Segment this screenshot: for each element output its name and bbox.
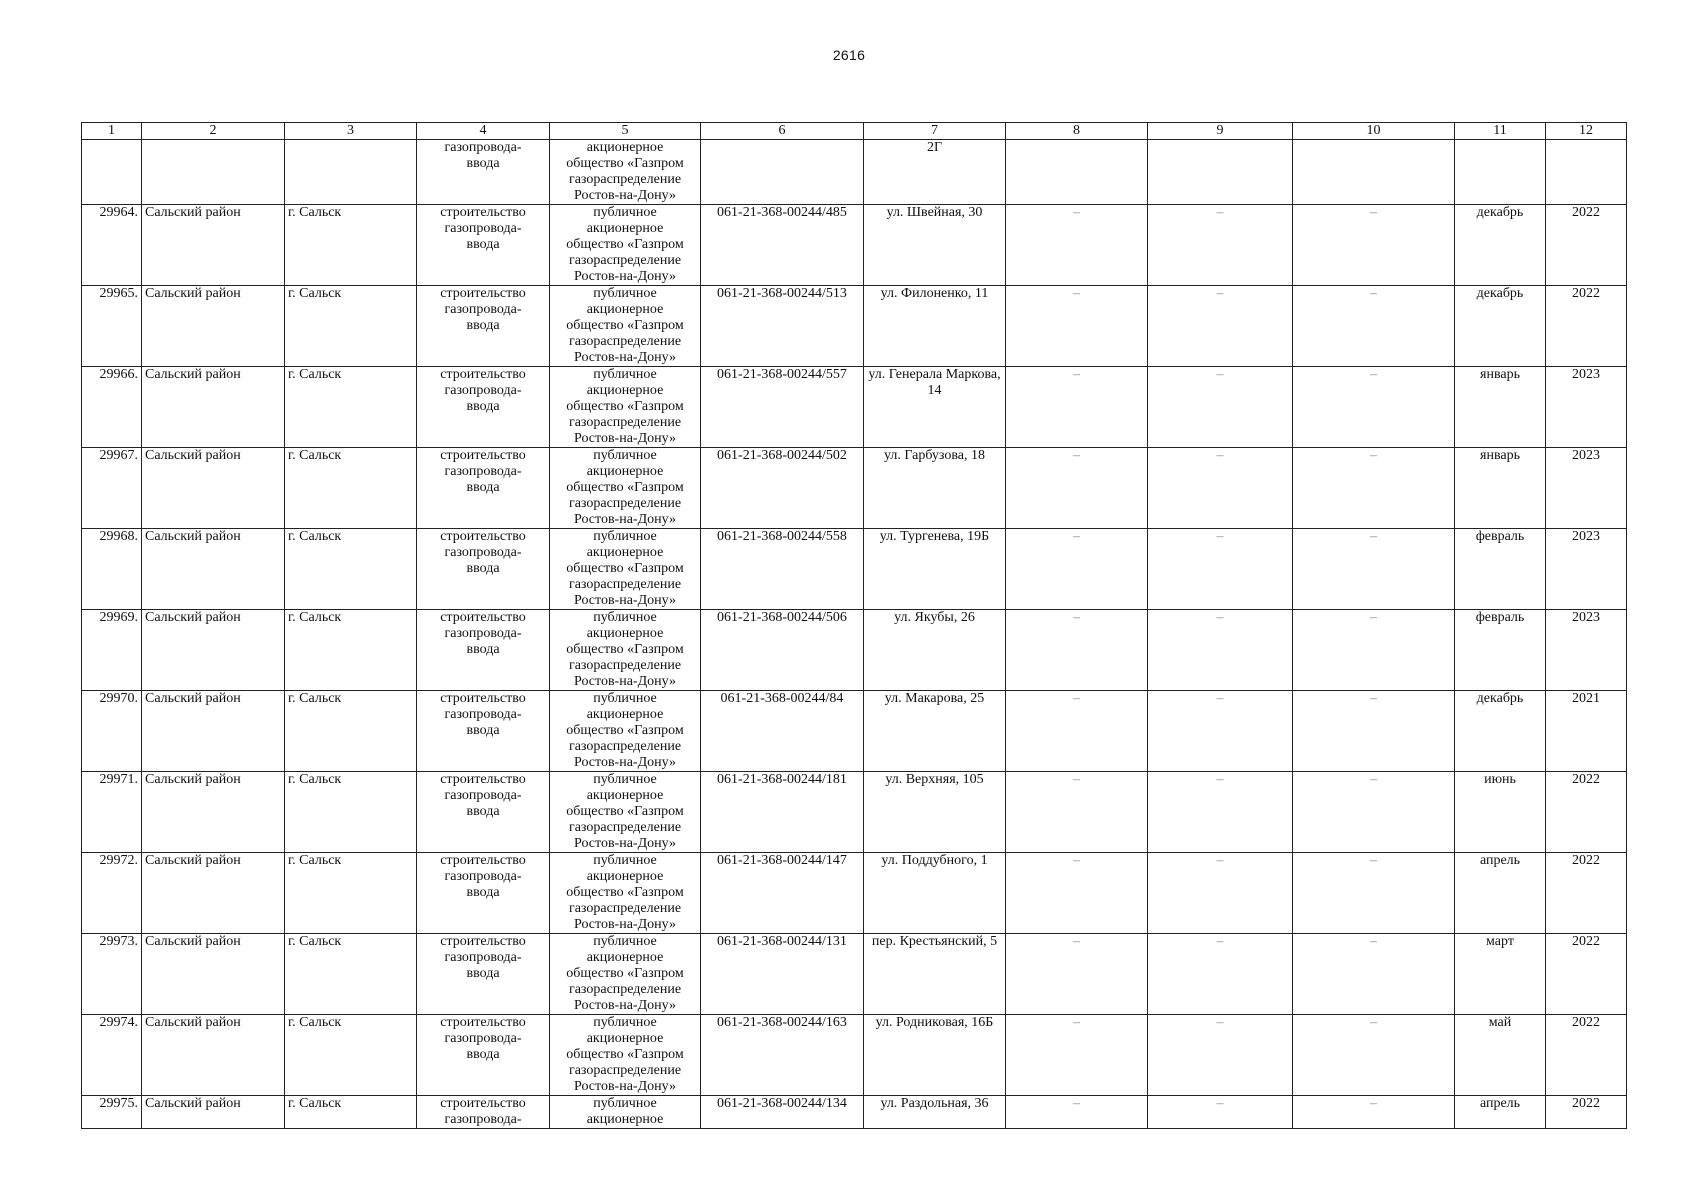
cell-settlement: г. Сальск [285, 529, 417, 610]
cell-district: Сальский район [142, 529, 285, 610]
continuation-row [82, 140, 1627, 205]
cell-num: 29968. [82, 529, 142, 610]
cell-num: 29967. [82, 448, 142, 529]
cell-col9: – [1148, 1096, 1293, 1129]
cell-month: январь [1455, 448, 1546, 529]
cell-code: 061-21-368-00244/181 [701, 772, 864, 853]
registry-table [81, 122, 1627, 1129]
cell-address: ул. Тургенева, 19Б [864, 529, 1006, 610]
cell-col9 [1148, 140, 1293, 205]
cell-settlement: г. Сальск [285, 772, 417, 853]
cell-col10: – [1293, 772, 1455, 853]
cell-col10: – [1293, 1096, 1455, 1129]
cell-code: 061-21-368-00244/558 [701, 529, 864, 610]
cell-col9: – [1148, 934, 1293, 1015]
table-row [82, 1015, 1627, 1096]
cell-code [701, 140, 864, 205]
cell-organization: публичное акционерное общество «Газпром газораспределение Ростов-на-Дону» [550, 286, 701, 367]
column-number-header: 1 [82, 123, 142, 140]
cell-num: 29970. [82, 691, 142, 772]
table-row [82, 853, 1627, 934]
cell-year: 2022 [1546, 853, 1627, 934]
cell-year: 2021 [1546, 691, 1627, 772]
cell-col10: – [1293, 205, 1455, 286]
cell-settlement: г. Сальск [285, 367, 417, 448]
cell-col8: – [1006, 853, 1148, 934]
cell-code: 061-21-368-00244/131 [701, 934, 864, 1015]
cell-year: 2023 [1546, 610, 1627, 691]
cell-num [82, 140, 142, 205]
cell-district: Сальский район [142, 1015, 285, 1096]
cell-year: 2022 [1546, 1015, 1627, 1096]
cell-col10: – [1293, 367, 1455, 448]
cell-num: 29971. [82, 772, 142, 853]
cell-activity: строительство газопровода- ввода [417, 610, 550, 691]
cell-activity: строительство газопровода- ввода [417, 691, 550, 772]
cell-col8: – [1006, 448, 1148, 529]
cell-organization: публичное акционерное общество «Газпром газораспределение Ростов-на-Дону» [550, 772, 701, 853]
cell-address: ул. Якубы, 26 [864, 610, 1006, 691]
cell-settlement: г. Сальск [285, 691, 417, 772]
cell-code: 061-21-368-00244/557 [701, 367, 864, 448]
cell-address: ул. Гарбузова, 18 [864, 448, 1006, 529]
cell-organization: публичное акционерное общество «Газпром газораспределение Ростов-на-Дону» [550, 529, 701, 610]
cell-num: 29966. [82, 367, 142, 448]
cell-district: Сальский район [142, 853, 285, 934]
cell-code: 061-21-368-00244/134 [701, 1096, 864, 1129]
cell-num: 29973. [82, 934, 142, 1015]
cell-year: 2023 [1546, 529, 1627, 610]
cell-col9: – [1148, 529, 1293, 610]
cell-month: январь [1455, 367, 1546, 448]
column-number-header: 7 [864, 123, 1006, 140]
cell-organization: акционерное общество «Газпром газораспределение Ростов-на-Дону» [550, 140, 701, 205]
cell-year: 2022 [1546, 286, 1627, 367]
cell-code: 061-21-368-00244/502 [701, 448, 864, 529]
column-number-header: 4 [417, 123, 550, 140]
column-number-header: 2 [142, 123, 285, 140]
cell-address: ул. Поддубного, 1 [864, 853, 1006, 934]
table-row [82, 934, 1627, 1015]
cell-col10: – [1293, 691, 1455, 772]
table-row [82, 691, 1627, 772]
cell-month: май [1455, 1015, 1546, 1096]
cell-activity: строительство газопровода- ввода [417, 853, 550, 934]
table-row [82, 772, 1627, 853]
cell-col10: – [1293, 448, 1455, 529]
cell-col8: – [1006, 1015, 1148, 1096]
cell-organization: публичное акционерное общество «Газпром газораспределение Ростов-на-Дону» [550, 205, 701, 286]
cell-month: март [1455, 934, 1546, 1015]
page-number: 2616 [832, 47, 866, 63]
cell-col9: – [1148, 691, 1293, 772]
cell-activity: газопровода- ввода [417, 140, 550, 205]
cell-num: 29969. [82, 610, 142, 691]
cell-settlement: г. Сальск [285, 934, 417, 1015]
cell-col8: – [1006, 529, 1148, 610]
cell-col9: – [1148, 1015, 1293, 1096]
cell-col8: – [1006, 367, 1148, 448]
cell-organization: публичное акционерное общество «Газпром газораспределение Ростов-на-Дону» [550, 367, 701, 448]
cell-month: декабрь [1455, 286, 1546, 367]
cell-district: Сальский район [142, 367, 285, 448]
table-row [82, 448, 1627, 529]
cell-organization: публичное акционерное общество «Газпром газораспределение Ростов-на-Дону» [550, 691, 701, 772]
cell-year: 2023 [1546, 448, 1627, 529]
column-number-header: 3 [285, 123, 417, 140]
cell-organization: публичное акционерное общество «Газпром газораспределение Ростов-на-Дону» [550, 853, 701, 934]
column-number-header: 12 [1546, 123, 1627, 140]
cell-year: 2022 [1546, 772, 1627, 853]
cell-code: 061-21-368-00244/506 [701, 610, 864, 691]
cell-code: 061-21-368-00244/485 [701, 205, 864, 286]
cell-month: апрель [1455, 853, 1546, 934]
cell-activity: строительство газопровода- ввода [417, 1015, 550, 1096]
cell-activity: строительство газопровода- ввода [417, 286, 550, 367]
cell-year [1546, 140, 1627, 205]
cell-col8: – [1006, 1096, 1148, 1129]
cell-district: Сальский район [142, 610, 285, 691]
cell-month: декабрь [1455, 205, 1546, 286]
cell-code: 061-21-368-00244/513 [701, 286, 864, 367]
cell-district: Сальский район [142, 1096, 285, 1129]
cell-settlement: г. Сальск [285, 205, 417, 286]
cell-address: ул. Родниковая, 16Б [864, 1015, 1006, 1096]
cell-settlement: г. Сальск [285, 853, 417, 934]
cell-num: 29974. [82, 1015, 142, 1096]
cell-address: 2Г [864, 140, 1006, 205]
cell-col9: – [1148, 853, 1293, 934]
column-number-header: 10 [1293, 123, 1455, 140]
cell-address: ул. Генерала Маркова, 14 [864, 367, 1006, 448]
cell-col10: – [1293, 610, 1455, 691]
cell-code: 061-21-368-00244/163 [701, 1015, 864, 1096]
cell-num: 29965. [82, 286, 142, 367]
cell-col10: – [1293, 286, 1455, 367]
column-number-header: 5 [550, 123, 701, 140]
cell-address: пер. Крестьянский, 5 [864, 934, 1006, 1015]
cell-activity: строительство газопровода- [417, 1096, 550, 1129]
column-number-header: 6 [701, 123, 864, 140]
cell-month: февраль [1455, 610, 1546, 691]
cell-activity: строительство газопровода- ввода [417, 367, 550, 448]
cell-district: Сальский район [142, 691, 285, 772]
cell-organization: публичное акционерное общество «Газпром газораспределение Ростов-на-Дону» [550, 1015, 701, 1096]
cell-settlement: г. Сальск [285, 610, 417, 691]
table-row [82, 286, 1627, 367]
cell-col9: – [1148, 772, 1293, 853]
cell-col8: – [1006, 691, 1148, 772]
cell-address: ул. Макарова, 25 [864, 691, 1006, 772]
cell-activity: строительство газопровода- ввода [417, 448, 550, 529]
cell-col8: – [1006, 772, 1148, 853]
cell-district [142, 140, 285, 205]
cell-col10: – [1293, 529, 1455, 610]
cell-month: июнь [1455, 772, 1546, 853]
cell-district: Сальский район [142, 205, 285, 286]
column-number-header: 11 [1455, 123, 1546, 140]
cell-num: 29972. [82, 853, 142, 934]
cell-num: 29975. [82, 1096, 142, 1129]
table-row [82, 205, 1627, 286]
cell-year: 2022 [1546, 934, 1627, 1015]
cell-month: февраль [1455, 529, 1546, 610]
cell-activity: строительство газопровода- ввода [417, 772, 550, 853]
table-row-truncated [82, 1096, 1627, 1129]
column-number-row [82, 123, 1627, 140]
cell-col9: – [1148, 367, 1293, 448]
column-number-header: 9 [1148, 123, 1293, 140]
cell-col10: – [1293, 853, 1455, 934]
cell-code: 061-21-368-00244/147 [701, 853, 864, 934]
cell-month [1455, 140, 1546, 205]
cell-activity: строительство газопровода- ввода [417, 934, 550, 1015]
cell-month: декабрь [1455, 691, 1546, 772]
cell-district: Сальский район [142, 934, 285, 1015]
cell-col8 [1006, 140, 1148, 205]
cell-settlement: г. Сальск [285, 286, 417, 367]
cell-district: Сальский район [142, 286, 285, 367]
cell-address: ул. Раздольная, 36 [864, 1096, 1006, 1129]
cell-col8: – [1006, 205, 1148, 286]
cell-address: ул. Верхняя, 105 [864, 772, 1006, 853]
cell-settlement: г. Сальск [285, 1015, 417, 1096]
cell-col10: – [1293, 1015, 1455, 1096]
cell-settlement [285, 140, 417, 205]
cell-year: 2022 [1546, 1096, 1627, 1129]
cell-activity: строительство газопровода- ввода [417, 529, 550, 610]
cell-col10: – [1293, 934, 1455, 1015]
cell-address: ул. Швейная, 30 [864, 205, 1006, 286]
table-row [82, 610, 1627, 691]
cell-num: 29964. [82, 205, 142, 286]
cell-address: ул. Филоненко, 11 [864, 286, 1006, 367]
cell-month: апрель [1455, 1096, 1546, 1129]
cell-organization: публичное акционерное общество «Газпром газораспределение Ростов-на-Дону» [550, 934, 701, 1015]
cell-year: 2023 [1546, 367, 1627, 448]
table-body [82, 140, 1627, 1129]
cell-code: 061-21-368-00244/84 [701, 691, 864, 772]
cell-organization: публичное акционерное [550, 1096, 701, 1129]
cell-settlement: г. Сальск [285, 1096, 417, 1129]
cell-col9: – [1148, 610, 1293, 691]
table-row [82, 529, 1627, 610]
cell-col8: – [1006, 286, 1148, 367]
cell-activity: строительство газопровода- ввода [417, 205, 550, 286]
cell-col9: – [1148, 448, 1293, 529]
cell-col8: – [1006, 934, 1148, 1015]
cell-settlement: г. Сальск [285, 448, 417, 529]
column-number-header: 8 [1006, 123, 1148, 140]
cell-col8: – [1006, 610, 1148, 691]
cell-year: 2022 [1546, 205, 1627, 286]
cell-district: Сальский район [142, 448, 285, 529]
cell-organization: публичное акционерное общество «Газпром газораспределение Ростов-на-Дону» [550, 610, 701, 691]
cell-district: Сальский район [142, 772, 285, 853]
cell-col9: – [1148, 205, 1293, 286]
cell-organization: публичное акционерное общество «Газпром газораспределение Ростов-на-Дону» [550, 448, 701, 529]
cell-col9: – [1148, 286, 1293, 367]
table-row [82, 367, 1627, 448]
cell-col10 [1293, 140, 1455, 205]
